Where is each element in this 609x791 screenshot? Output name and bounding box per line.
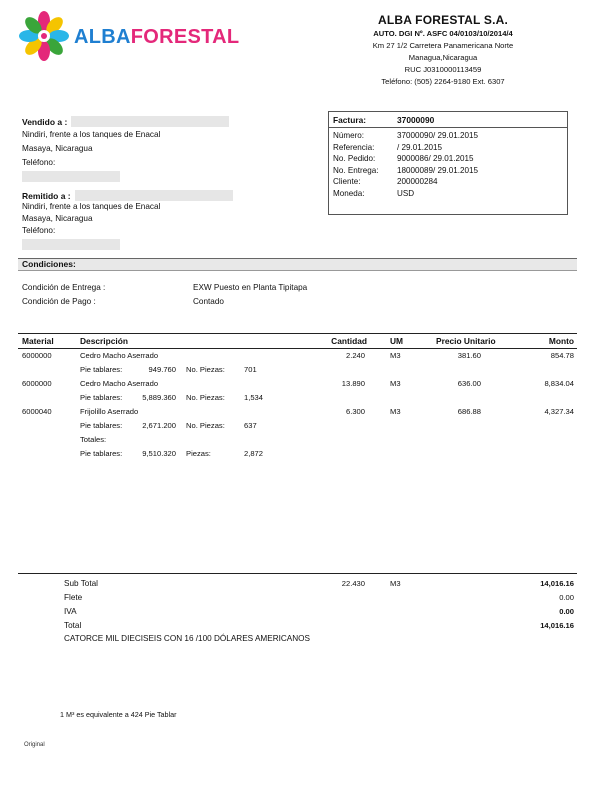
items-table-top-rule	[18, 333, 577, 334]
freight-row	[18, 592, 577, 604]
ship-to-block	[22, 190, 272, 250]
invoice-row: Referencia: / 29.01.2015	[333, 142, 443, 152]
sold-to-label: Vendido a :	[22, 116, 68, 127]
totals-label: Totales:	[80, 435, 107, 444]
sold-to-address2: Masaya, Nicaragua	[22, 144, 93, 153]
sold-to-phone-redacted	[22, 171, 120, 182]
delivery-condition-label: Condición de Entrega :	[22, 283, 106, 292]
invoice-row: Número: 37000090/ 29.01.2015	[333, 131, 479, 140]
logo-text-alba: ALBA	[74, 26, 131, 48]
ship-to-label: Remitido a :	[22, 190, 71, 201]
conditions-bar	[18, 258, 577, 271]
company-phone: Teléfono: (505) 2264-9180 Ext. 6307	[381, 77, 505, 86]
header-um: UM	[390, 336, 404, 346]
company-address1: Km 27 1/2 Carretera Panamericana Norte	[372, 41, 514, 50]
total-row	[18, 620, 577, 632]
header-material: Material	[22, 336, 54, 346]
subtotal-value: 14,016.16	[540, 579, 574, 588]
freight-value: 0.00	[559, 593, 574, 602]
table-row-detail: Pie tablares: 5,889.360 No. Piezas: 1,534	[80, 393, 264, 402]
table-row: 6000000 Cedro Macho Aserrado 2.240 M3 381.60 854.78	[22, 351, 574, 360]
total-value: 14,016.16	[540, 621, 574, 630]
original-label: Original	[24, 742, 45, 748]
company-address2: Managua,Nicaragua	[408, 53, 478, 62]
company-logo	[18, 12, 240, 62]
company-auth: AUTO. DGI Nº. ASFC 04/0103/10/2014/4	[373, 29, 513, 38]
iva-value: 0.00	[559, 607, 574, 616]
conditions-title: Condiciones:	[22, 259, 76, 269]
header-unit-price: Precio Unitario	[436, 336, 496, 346]
subtotal-qty: 22.430	[341, 579, 365, 588]
subtotal-label: Sub Total	[64, 579, 98, 588]
invoice-rows	[329, 128, 567, 201]
items-table-header-rule	[18, 348, 577, 349]
iva-row	[18, 606, 577, 618]
invoice-row: No. Pedido: 9000086/ 29.01.2015	[333, 154, 474, 163]
subtotal-row	[18, 578, 577, 590]
logo-text-forestal: FORESTAL	[130, 26, 240, 48]
ship-to-address2: Masaya, Nicaragua	[22, 214, 93, 223]
totals-row: Pie tablares: 9,510.320 Piezas: 2,872	[80, 449, 264, 458]
sold-to-redacted	[71, 116, 229, 127]
table-row: 6000040 Frijolillo Aserrado 6.300 M3 686.88 4,327.34	[22, 407, 574, 416]
sold-to-block	[22, 116, 272, 182]
items-table-header	[18, 336, 577, 348]
freight-label: Flete	[64, 593, 83, 602]
ship-to-phone-label: Teléfono:	[22, 226, 56, 235]
iva-label: IVA	[64, 607, 77, 616]
company-ruc: RUC J0310000113459	[404, 65, 482, 74]
ship-to-address1: Nindiri, frente a los tanques de Enacal	[22, 202, 161, 211]
invoice-row: Cliente: 200000284	[333, 177, 438, 186]
subtotal-um: M3	[390, 579, 401, 588]
payment-condition-value: Contado	[193, 297, 224, 306]
summary-rule	[18, 573, 577, 574]
table-row-detail: Pie tablares: 2,671.200 No. Piezas: 637	[80, 421, 257, 430]
payment-condition-label: Condición de Pago :	[22, 297, 96, 306]
sold-to-phone-label: Teléfono:	[22, 158, 56, 167]
table-row: 6000000 Cedro Macho Aserrado 13.890 M3 636.00 8,834.04	[22, 379, 574, 388]
invoice-box	[328, 111, 568, 215]
invoice-row: No. Entrega: 18000089/ 29.01.2015	[333, 165, 479, 175]
invoice-label: Factura:	[333, 115, 367, 125]
ship-to-phone-redacted	[22, 239, 120, 250]
company-name: ALBA FORESTAL S.A.	[377, 13, 509, 27]
flower-logo-icon	[18, 10, 70, 62]
company-header	[343, 13, 543, 88]
amount-in-words: CATORCE MIL DIECISEIS CON 16 /100 DÓLARES AMERICANOS	[64, 634, 310, 643]
total-label: Total	[64, 621, 82, 630]
header-description: Descripción	[80, 336, 128, 346]
sold-to-address1: Nindiri, frente a los tanques de Enacal	[22, 130, 161, 139]
footnote: 1 M³ es equivalente a 424 Pie Tablar	[60, 710, 177, 719]
header-amount: Monto	[548, 336, 574, 346]
header-quantity: Cantidad	[331, 336, 367, 346]
ship-to-redacted	[75, 190, 233, 201]
table-row-detail: Pie tablares: 949.760 No. Piezas: 701	[80, 365, 257, 374]
invoice-number: 37000090	[397, 115, 435, 125]
invoice-row: Moneda: USD	[333, 188, 415, 198]
delivery-condition-value: EXW Puesto en Planta Tipitapa	[193, 283, 308, 292]
